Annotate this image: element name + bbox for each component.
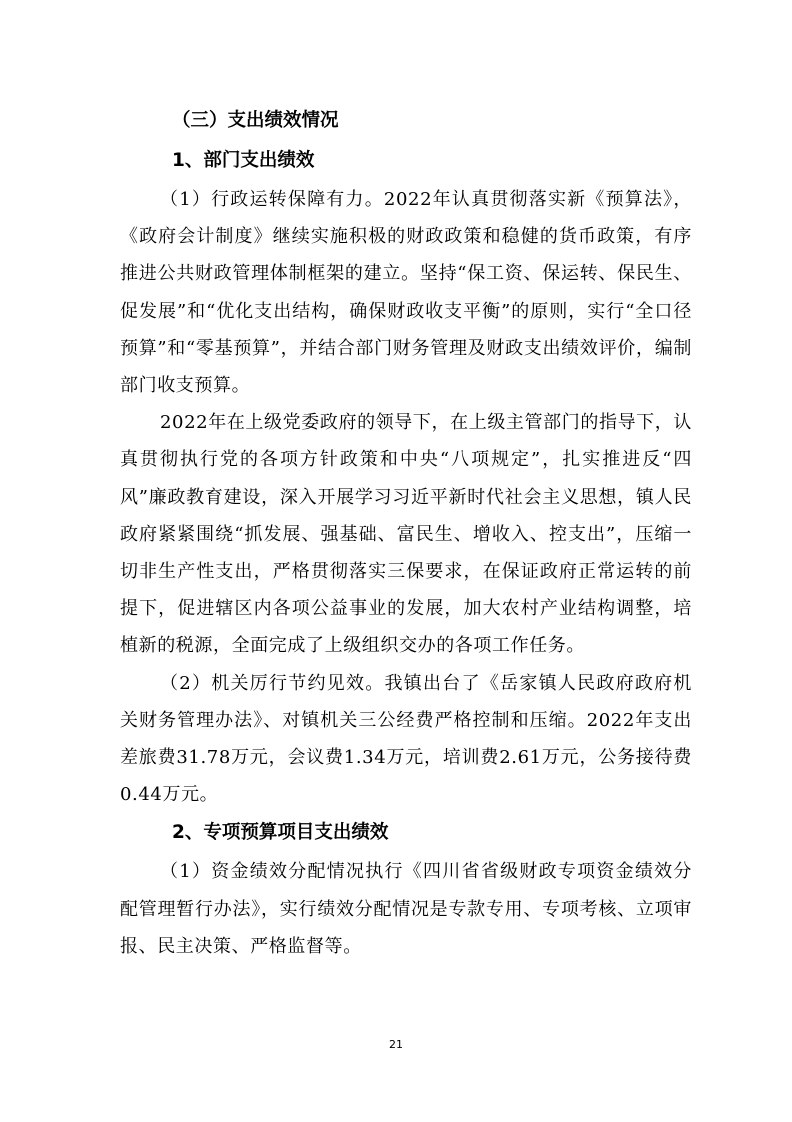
paragraph-operations: （1）行政运转保障有力。2022年认真贯彻落实新《预算法》，《政府会计制度》继续实施积极的财政政策和稳健的货币政策，有序推进公共财政管理体制框架的建立。坚持“保工资、保运转、保民生、促发展”和“优化支出结构，确保财政收支平衡”的原则，实行“全口径预算”和“零基预算”，并结合部门财务管理及财政支出绩效评价，编制部门收支预算。 <box>120 189 692 397</box>
paragraph-fund-allocation: （1）资金绩效分配情况执行《四川省省级财政专项资金绩效分配管理暂行办法》，实行绩效分配情况是专款专用、专项考核、立项审报、民主决策、严格监督等。 <box>120 861 692 957</box>
section-heading: （三）支出绩效情况 <box>172 110 339 131</box>
page-number: 21 <box>389 1038 403 1051</box>
paragraph-leadership: 2022年在上级党委政府的领导下，在上级主管部门的指导下，认真贯彻执行党的各项方针政策和中央“八项规定”，扎实推进反“四风”廉政教育建设，深入开展学习习近平新时代社会主义思想，镇人民政府紧紧围绕“抓发展、强基础、富民生、增收入、控支出”，压缩一切非生产性支出，严格贯彻落实三保要求，在保证政府正常运转的前提下，促进辖区内各项公益事业的发展，加大农村产业结构调整，培植新的税源，全面完成了上级组织交办的各项工作任务。 <box>120 412 692 657</box>
page-content <box>120 101 692 965</box>
subsection-2-heading: 2、专项预算项目支出绩效 <box>172 822 389 844</box>
subsection-1-heading: 1、部门支出绩效 <box>172 150 315 171</box>
paragraph-austerity: （2）机关厉行节约见效。我镇出台了《岳家镇人民政府政府机关财务管理办法》、对镇机关三公经费严格控制和压缩。2022年支出差旅费31.78万元，会议费1.34万元，培训费2.61万元，公务接待费0.44万元。 <box>120 672 692 806</box>
